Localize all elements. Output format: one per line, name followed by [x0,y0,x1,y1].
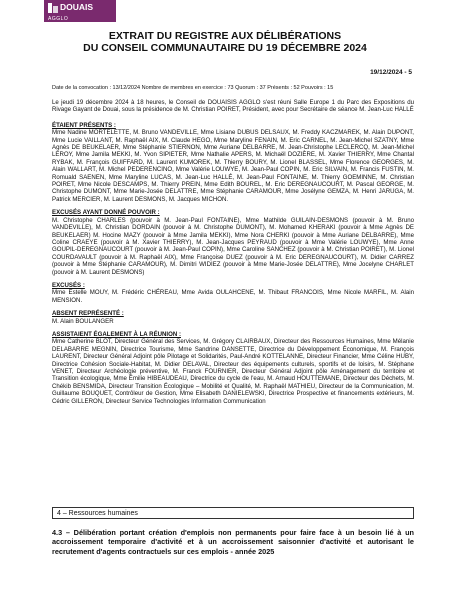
section-text-excused: Mme Estelle MOUY, M. Frédéric CHÉREAU, Mme Avida OULAHCENE, M. Thibaut FRANCOIS, Mme Nicole MARFIL, M. Alain MENSION. [52,289,414,304]
section-text-present: Mme Nadine MORTELETTE, M. Bruno VANDEVILLE, Mme Lisiane DUBUS DELSAUX, M. Freddy KACZMAREK, M. Alain DUPONT, Mme Lucie VAILLANT, M. Raphaël AIX, M. Claude HEGO, Mme Maryline FENAIN, M. Eric CARNEL, M. Jean-Michel SZATNY, Mme Agnès DE BEUKELAER, Mme Stéphanie STIERNON, Mme Auriane DELBARRE, M. Jean-Christophe LECLERCQ, M. Jean-Michel LEROY, Mme Jamila MEKKI, M. Yvon SIPIETER, Mme Nathalie APERS, M. Michaël DOZIÈRE, M. Xavier THIERRY, Mme Chantal RYBAK, M. François GUIFFARD, M. Laurent KUMOREK, M. Thierry BOURY, M. Lionel BLASSEL, Mme Florence GEORGES, M. Alain WALLART, M. Michel PEDERENCINO, Mme Valérie LOUWYE, M. Jean-Paul COPIN, M. Eric SILVAIN, M. Francis FUSTIN, M. Romuald SAENEN, Mme Maryline LUCAS, M. Jean-Luc HALLÉ, M. Jean-Paul FONTAINE, M. Thierry GOEMINNE, M. Christian POIRET, Mme Nicole DESCAMPS, M. Thierry PREIN, Mme Edith BOUREL, M. Eric DEREGNAUCOURT, M. Pascal GEORGE, M. Christophe DUMONT, Mme Marie-Josée DELATTRE, Mme Stéphanie CARAMOUR, Mme Josélyne GEMZA, M. Henri JARUGA, M. Patrick MERCIER, M. Laurent DESMONS, M. Jacques MICHON. [52,129,414,203]
logo-name: DOUAIS [60,2,94,12]
section-heading-represented: ABSENT REPRÉSENTÉ : [52,310,124,318]
logo-sub: AGGLO [48,16,69,22]
intro-paragraph: Le jeudi 19 décembre 2024 à 18 heures, le Conseil de DOUAISIS AGGLO s'est réuni Salle Europe 1 du Parc des Expositions du Rivage Gayant de Douai, sous la présidence de M. Christian POIRET, Président, avec pour Secrétaire de séance M. Jean-Luc HALLÉ [52,99,414,114]
section-heading-present: ÉTAIENT PRÉSENTS : [52,121,116,129]
page-title-line2: DU CONSEIL COMMUNAUTAIRE DU 19 DÉCEMBRE 2024 [83,42,367,54]
logo-mark-icon [48,3,58,13]
section-heading-attendees: ASSISTAIENT ÉGALEMENT À LA RÉUNION : [52,330,181,338]
agenda-item-box: 4 – Ressources humaines [52,507,414,519]
section-heading-proxies: EXCUSÉS AYANT DONNÉ POUVOIR : [52,209,160,217]
minutes-content [52,99,414,405]
deliberation-title: 4.3 – Délibération portant création d'emplois non permanents pour faire face à un besoin lié à un accroissement temporaire d'activité et à un accroissement saisonnier d'activité et autorisant le recrutement d'agents contractuels sur ces emplois - année 2025 [52,528,414,556]
section-heading-excused: EXCUSÉS : [52,281,85,289]
page-title-line1: EXTRAIT DU REGISTRE AUX DÉLIBÉRATIONS [108,30,342,42]
section-text-attendees: Mme Catherine BLOT, Directeur Général des Services, M. Grégory CLAIRBAUX, Directeur des Ressources Humaines, Mme Mélanie DELABARRE MEGNIN, Directrice Tourisme, Mme Sandrine DANSETTE, Directrice du Développement Économique, M. François LAURENT, Directeur Général Adjoint pôle Pilotage et Solidarités, Paul-André KOTTELANNE, Directeur Financier, Mme Céline HUBY, Directrice Cohésion Sociale-Habitat, M. Didier DELAVAL, Directeur des équipements culturels, sportifs et de loisirs, M. Stéphane VENET, Directeur Archéologie préventive, M. Franck FOURNIER, Directeur Général Adjoint pôle Aménagement du territoire et Transition écologique, Mme Émilie HIBEAUDEAU, Directrice du cycle de l'eau, M. Arnaud HOUTTEMANE, Directeur des Déchets, M. Chékib BENSMIDA, Directeur Transition Écologique – Mobilité et Qualité, M. Raphaël MATHIEU, Directeur de la Communication, M. Guillaume BOUQUET, Contrôleur de Gestion, Mme Elisabeth DANIELEWSKI, Directrice Prospective et financements extérieurs, M. Cédric GILLERON, Directeur Service Technologies Information Communication [52,338,414,405]
douaisis-agglo-logo [44,0,116,22]
section-text-represented: M. Alain BOULANGER [52,317,114,325]
convocation-meta: Date de la convocation : 13/12/2024 Nombre de membres en exercice : 73 Quorum : 37 Présents : 52 Pouvoirs : 15 [52,85,334,91]
deliberation-reference: 19/12/2024 - 5 [370,69,412,76]
section-text-proxies: M. Christophe CHARLES (pouvoir à M. Jean-Paul FONTAINE), Mme Mathilde GUILAIN-DESMONS (pouvoir à M. Bruno VANDEVILLE), M. Christian DORDAIN (pouvoir à M. Christophe DUMONT), M. Mohamed KHERAKI (pouvoir à Mme Agnès DE BEUKELAER) M. Hocine MAZY (pouvoir à Mme Jamila MEKKI), Mme Nora CHERKI (pouvoir à Mme Auriane DELBARRE), Mme Coline CRAEYE (pouvoir à M. Xavier THIERRY), M. Jean-Jacques PEYRAUD (pouvoir à Mme Valérie LOUWYE), Mme Anne GOUPIL-DEREGNAUCOURT (pouvoir à M. Jean-Paul COPIN), Mme Caroline SANCHEZ (pouvoir à M. Christian POIRET), M. Lionel COURDAVAULT (pouvoir à M. Raphaël AIX), Mme Françoise DUEZ (pouvoir à M. Eric DEREGNAUCOURT), M. Didier CARREZ (pouvoir à Mme Stéphanie CARAMOUR), M. Dimitri WIDIEZ (pouvoir à Mme Marie-Josée DELATTRE), Mme Jocelyne CHARLET (pouvoir à M. Laurent DESMONS) [52,216,414,276]
